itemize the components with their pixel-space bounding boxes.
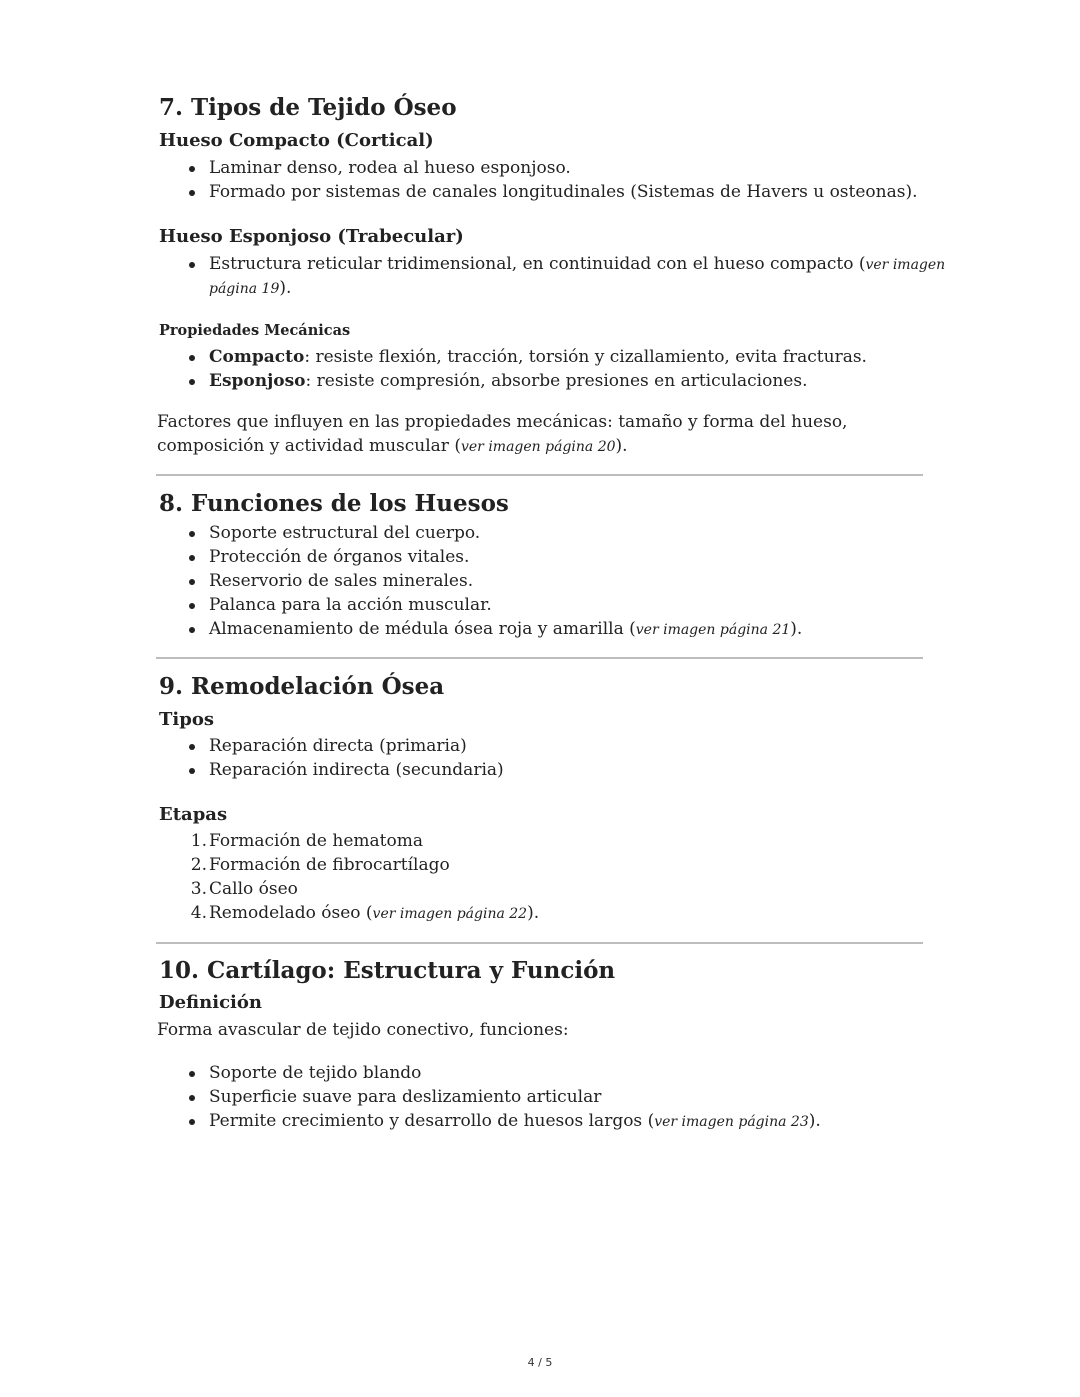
- paragraph: Factores que influyen en las propiedades mecánicas: tamaño y forma del hueso,: [157, 412, 848, 432]
- divider: [156, 657, 923, 659]
- list-item: Formado por sistemas de canales longitudinales (Sistemas de Havers u osteonas).: [209, 182, 918, 202]
- section-10-title: 10. Cartílago: Estructura y Función: [159, 957, 616, 984]
- image-reference: ver imagen página 20: [460, 439, 616, 455]
- list-item: Reparación directa (primaria): [209, 736, 467, 756]
- item-text: : resiste flexión, tracción, torsión y cizallamiento, evita fracturas.: [304, 347, 867, 367]
- section-8-title: 8. Funciones de los Huesos: [159, 490, 509, 517]
- item-text: Permite crecimiento y desarrollo de huesos largos (: [209, 1111, 655, 1131]
- list-item: [209, 252, 945, 277]
- list-item: Soporte estructural del cuerpo.: [209, 523, 481, 543]
- image-reference: ver imagen página 22: [372, 906, 528, 922]
- item-text: Callo óseo: [209, 879, 298, 899]
- ordered-item: 4. Remodelado óseo (ver imagen página 22).: [190, 903, 540, 923]
- section-9-title: 9. Remodelación Ósea: [159, 673, 445, 700]
- definicion-heading: Definición: [159, 992, 262, 1013]
- image-reference: ver imagen: [865, 257, 946, 273]
- item-text: Almacenamiento de médula ósea roja y amarilla (: [209, 619, 636, 639]
- item-text: ).: [279, 278, 292, 298]
- item-text: ).: [808, 1111, 821, 1131]
- item-term: Compacto: [209, 347, 305, 367]
- list-item: Superficie suave para deslizamiento articular: [209, 1087, 602, 1107]
- image-reference: ver imagen página 23: [654, 1114, 809, 1130]
- item-text: : resiste compresión, absorbe presiones en articulaciones.: [305, 371, 808, 391]
- etapas-heading: Etapas: [159, 804, 228, 825]
- list-item: Laminar denso, rodea al hueso esponjoso.: [209, 158, 571, 178]
- list-item: Soporte de tejido blando: [209, 1063, 422, 1083]
- ordered-item: 1. Formación de hematoma: [190, 831, 423, 851]
- page-number: 4 / 5: [527, 1356, 553, 1369]
- hueso-esponjoso-heading: Hueso Esponjoso (Trabecular): [159, 226, 464, 247]
- item-text: ).: [527, 903, 540, 923]
- hueso-compacto-heading: Hueso Compacto (Cortical): [159, 130, 434, 151]
- list-item: Protección de órganos vitales.: [209, 547, 470, 567]
- ordered-item: 2. Formación de fibrocartílago: [190, 855, 450, 875]
- item-text: Formación de fibrocartílago: [209, 855, 450, 875]
- list-item: [209, 369, 807, 393]
- list-item: [209, 617, 802, 642]
- item-text: ).: [790, 619, 803, 639]
- list-item: Reparación indirecta (secundaria): [209, 760, 504, 780]
- image-reference: ver imagen página 21: [635, 622, 791, 638]
- divider: [156, 474, 923, 476]
- section-7-title: 7. Tipos de Tejido Óseo: [159, 94, 457, 121]
- list-item-continuation: [209, 276, 291, 301]
- paragraph: [157, 434, 628, 459]
- divider: [156, 942, 923, 944]
- list-item: [209, 1109, 821, 1134]
- list-item: [209, 345, 867, 369]
- list-item: Palanca para la acción muscular.: [209, 595, 492, 615]
- paragraph-text: composición y actividad muscular (: [157, 436, 461, 456]
- tipos-heading: Tipos: [159, 709, 214, 730]
- list-item: Reservorio de sales minerales.: [209, 571, 474, 591]
- paragraph: Forma avascular de tejido conectivo, funciones:: [157, 1020, 569, 1040]
- item-text: Estructura reticular tridimensional, en continuidad con el hueso compacto (: [209, 254, 866, 274]
- propiedades-heading: Propiedades Mecánicas: [159, 322, 351, 339]
- item-text: Remodelado óseo (: [209, 903, 373, 923]
- item-term: Esponjoso: [209, 371, 306, 391]
- paragraph-text: ).: [615, 436, 628, 456]
- image-reference: página 19: [209, 281, 280, 297]
- ordered-item: 3. Callo óseo: [190, 879, 298, 899]
- item-text: Formación de hematoma: [209, 831, 423, 851]
